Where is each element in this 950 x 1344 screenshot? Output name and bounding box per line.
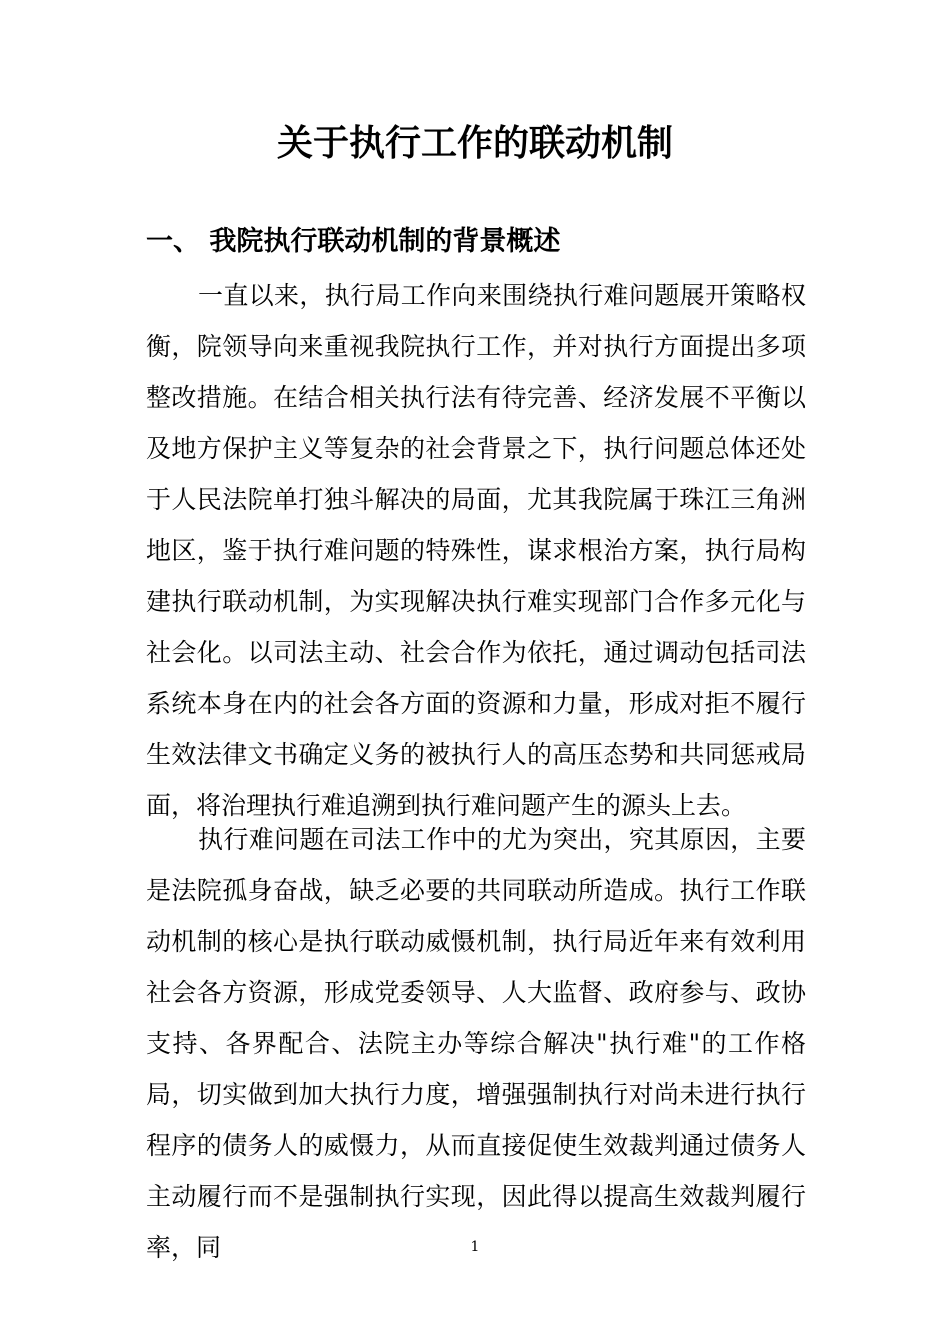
section-heading: 一、 我院执行联动机制的背景概述 — [146, 226, 561, 257]
document-title: 关于执行工作的联动机制 — [276, 123, 673, 164]
body-paragraph: 一直以来，执行局工作向来围绕执行难问题展开策略权衡，院领导向来重视我院执行工作，并对执行方面提出多项整改措施。在结合相关执行法有待完善、经济发展不平衡以及地方保护主义等复杂的社会背景之下，执行问题总体还处于人民法院单打独斗解决的局面，尤其我院属于珠江三角洲地区，鉴于执行难问题的特殊性，谋求根治方案，执行局构建执行联动机制，为实现解决执行难实现部门合作多元化与社会化。以司法主动、社会合作为依托，通过调动包括司法系统本身在内的社会各方面的资源和力量，形成对拒不履行生效法律文书确定义务的被执行人的高压态势和共同惩戒局面，将治理执行难追溯到执行难问题产生的源头上去。 — [146, 281, 806, 820]
body-paragraph: 执行难问题在司法工作中的尤为突出，究其原因，主要是法院孤身奋战，缺乏必要的共同联动所造成。执行工作联动机制的核心是执行联动威慑机制，执行局近年来有效利用社会各方资源，形成党委领导、人大监督、政府参与、政协支持、各界配合、法院主办等综合解决"执行难"的工作格局，切实做到加大执行力度，增强强制执行对尚未进行执行程序的债务人的威慑力，从而直接促使生效裁判通过债务人主动履行而不是强制执行实现，因此得以提高生效裁判履行率，同 — [146, 825, 806, 1262]
page-number: 1 — [470, 1239, 480, 1255]
